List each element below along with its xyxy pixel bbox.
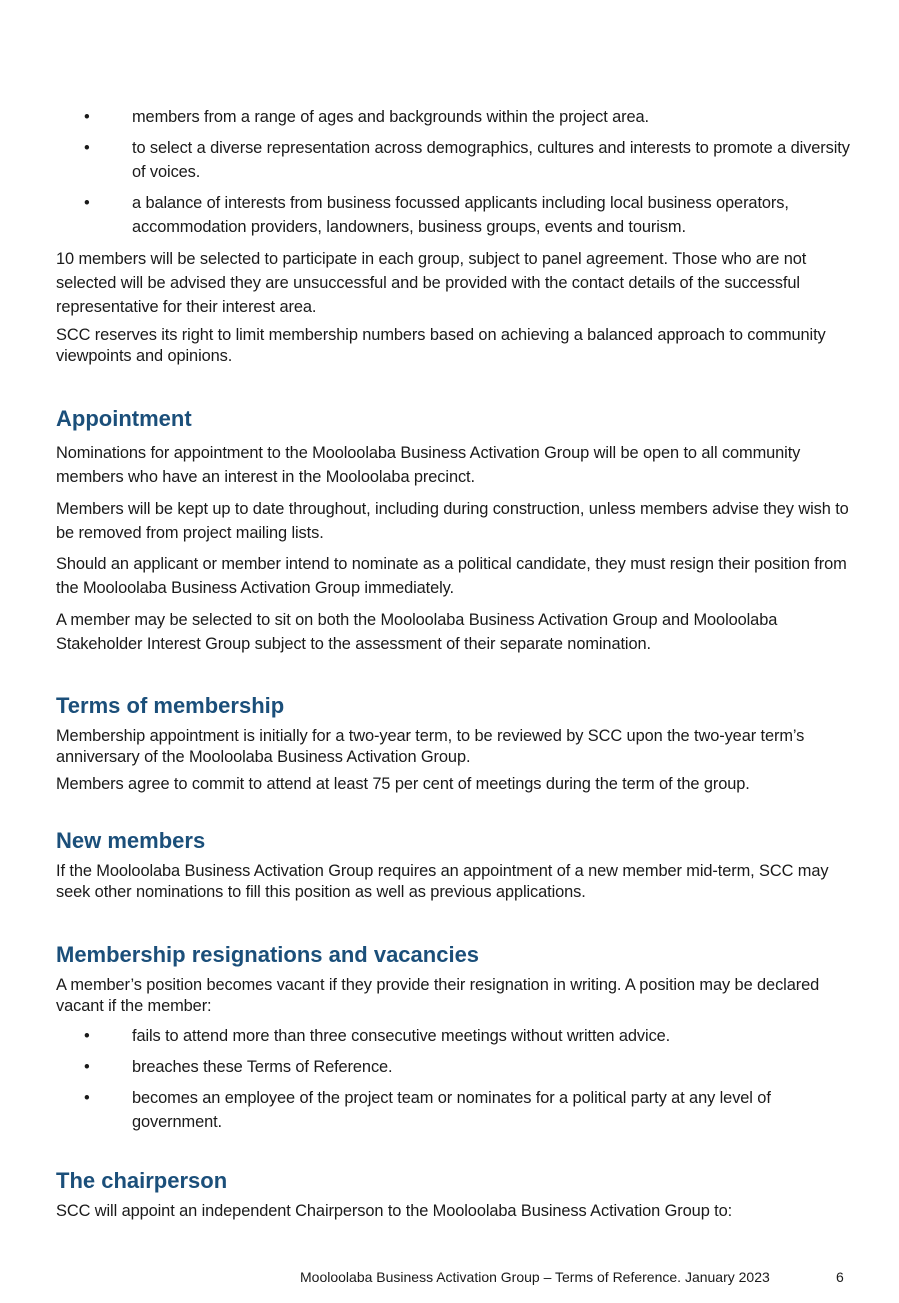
bullet-point: • xyxy=(84,108,90,126)
paragraph: SCC will appoint an independent Chairperson to the Mooloolaba Business Activation Group to: xyxy=(56,1202,733,1220)
bullet-point: • xyxy=(84,1089,90,1107)
footer-title: Mooloolaba Business Activation Group – Terms of Reference. January 2023 xyxy=(300,1269,770,1285)
page-footer xyxy=(300,1267,845,1287)
paragraph: Membership appointment is initially for a two-year term, to be reviewed by SCC upon the two-year term’s anniversary of the Mooloolaba Business Activation Group. xyxy=(56,727,805,766)
page-number: 6 xyxy=(836,1269,844,1285)
paragraph: Nominations for appointment to the Mooloolaba Business Activation Group will be open to all community members who have an interest in the Mooloolaba precinct. xyxy=(56,444,801,486)
bullet-point: • xyxy=(84,139,90,157)
section-heading: The chairperson xyxy=(56,1168,228,1193)
paragraph: Members agree to commit to attend at least 75 per cent of meetings during the term of the group. xyxy=(56,775,750,793)
list-item-text: members from a range of ages and backgrounds within the project area. xyxy=(132,108,649,126)
section-heading: New members xyxy=(56,828,206,853)
paragraph: A member may be selected to sit on both the Mooloolaba Business Activation Group and Mooloolaba Stakeholder Interest Group subject to the assessment of their separate nomination. xyxy=(56,611,778,653)
paragraph: If the Mooloolaba Business Activation Group requires an appointment of a new member mid-term, SCC may seek other nominations to fill this position as well as previous applications. xyxy=(56,862,829,901)
list-item-text: to select a diverse representation across demographics, cultures and interests to promote a diversity of voices. xyxy=(132,139,850,181)
paragraph: 10 members will be selected to participate in each group, subject to panel agreement. Those who are not selected will be advised they are unsuccessful and be provided with the contact details of the successful representative for their interest area. xyxy=(56,250,807,316)
paragraph: Members will be kept up to date throughout, including during construction, unless members advise they wish to be removed from project mailing lists. xyxy=(56,500,849,542)
list-item-text: a balance of interests from business focussed applicants including local business operators, accommodation providers, landowners, business groups, events and tourism. xyxy=(132,194,789,236)
paragraph: Should an applicant or member intend to nominate as a political candidate, they must resign their position from the Mooloolaba Business Activation Group immediately. xyxy=(56,555,847,597)
list-item-text: fails to attend more than three consecutive meetings without written advice. xyxy=(132,1027,671,1045)
section-heading: Membership resignations and vacancies xyxy=(56,942,480,967)
bullet-point: • xyxy=(84,1027,90,1045)
bullet-point: • xyxy=(84,1058,90,1076)
section-heading: Terms of membership xyxy=(56,693,285,718)
section-heading: Appointment xyxy=(56,406,192,431)
list-item-text: breaches these Terms of Reference. xyxy=(132,1058,393,1076)
list-item-text: becomes an employee of the project team or nominates for a political party at any level of government. xyxy=(132,1089,771,1131)
bullet-point: • xyxy=(84,194,90,212)
paragraph: SCC reserves its right to limit membership numbers based on achieving a balanced approach to community viewpoints and opinions. xyxy=(56,326,826,365)
paragraph: A member’s position becomes vacant if they provide their resignation in writing. A position may be declared vacant if the member: xyxy=(56,976,820,1015)
